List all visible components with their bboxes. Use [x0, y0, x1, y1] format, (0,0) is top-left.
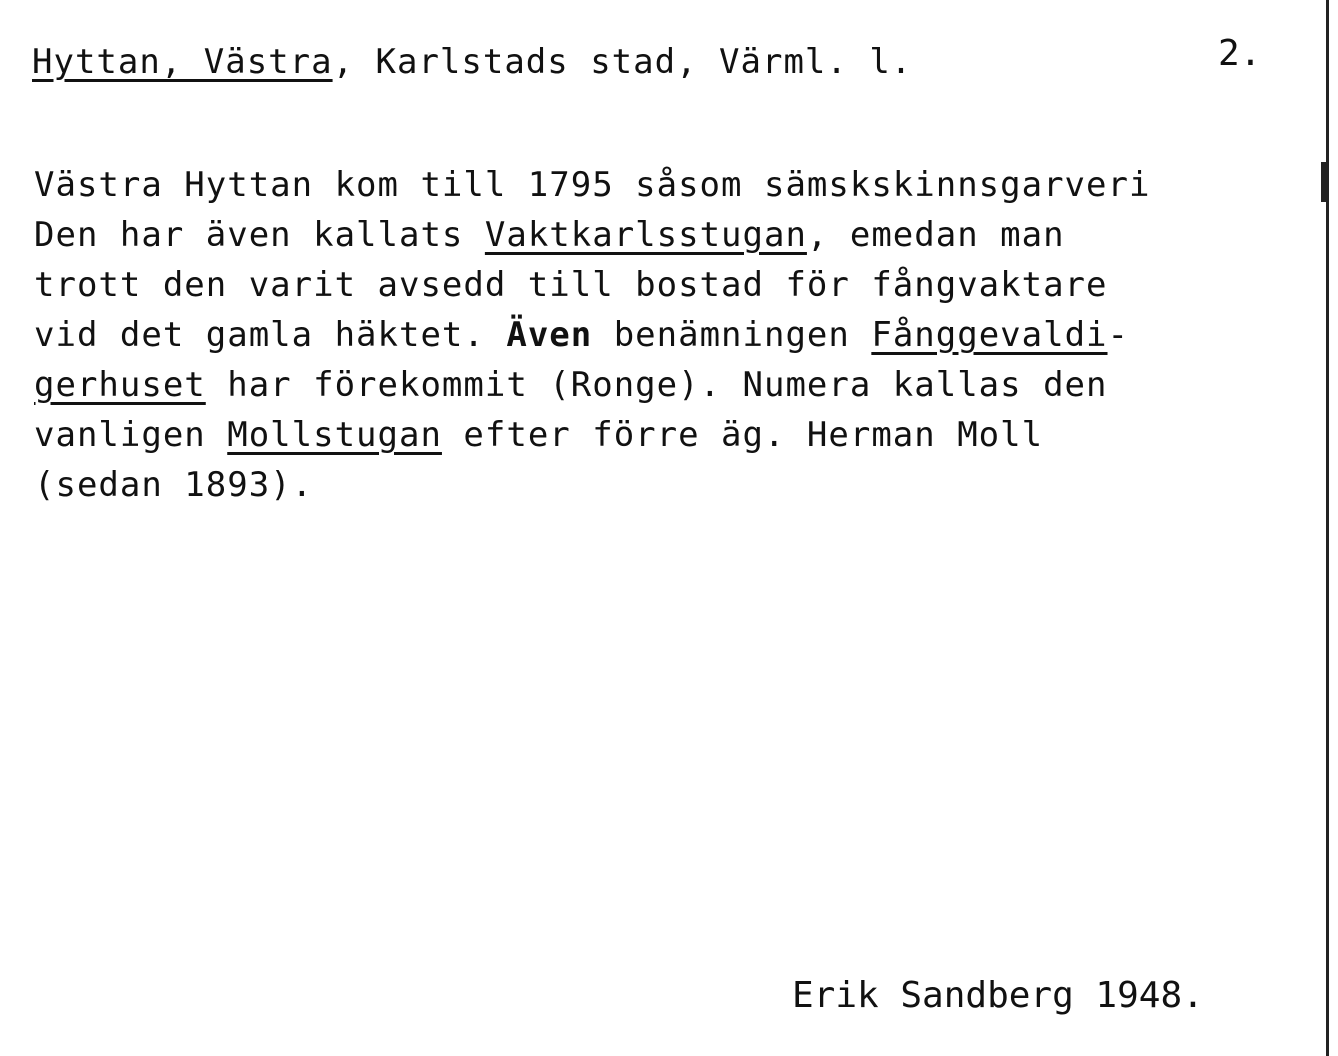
body-line-4 [34, 310, 1324, 360]
body-text: - [1107, 315, 1129, 355]
body-text: efter förre äg. Herman Moll [441, 415, 1044, 455]
author-signature: Erik Sandberg 1948. [792, 975, 1204, 1016]
body-line-3: trott den varit avsedd till bostad för fångvaktare [34, 265, 1108, 305]
heading-place-name: Hyttan, Västra [32, 42, 333, 82]
card-body [34, 160, 1324, 510]
body-line-5 [34, 360, 1324, 410]
body-text-bold: Även [506, 315, 593, 355]
name-gerhuset: gerhuset [34, 365, 206, 405]
body-line-2 [34, 210, 1324, 260]
name-vaktkarlsstugan: Vaktkarlsstugan [484, 215, 807, 255]
body-text: vanligen [34, 415, 228, 455]
body-text: Den har även kallats [34, 215, 485, 255]
body-line-7: (sedan 1893). [34, 465, 314, 505]
body-text: vid det gamla häktet. [34, 315, 507, 355]
name-mollstugan: Mollstugan [227, 415, 442, 455]
name-fanggevaldi: Fånggevaldi [871, 315, 1108, 355]
body-line-1: Västra Hyttan kom till 1795 såsom sämskskinnsgarveri [34, 165, 1151, 205]
body-line-6 [34, 410, 1324, 460]
heading-location: , Karlstads stad, Värml. l. [332, 42, 913, 82]
card-heading [32, 38, 912, 86]
page-number: 2. [1218, 33, 1262, 74]
body-text: , emedan man [806, 215, 1065, 255]
body-text: har förekommit (Ronge). Numera kallas den [205, 365, 1108, 405]
card-right-edge [1326, 0, 1329, 1056]
body-text: benämningen [592, 315, 872, 355]
